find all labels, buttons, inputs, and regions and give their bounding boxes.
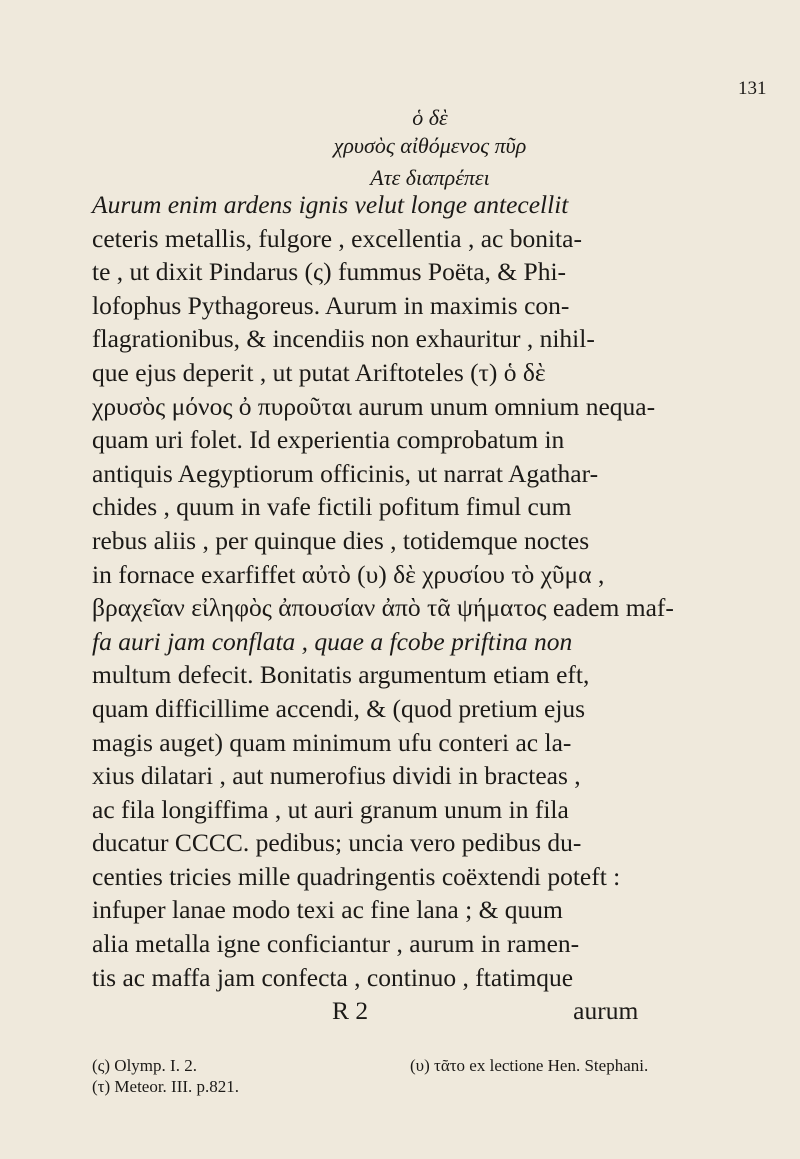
text-line: multum defecit. Bonitatis argumentum etiam eft,	[92, 660, 590, 690]
text-line: que ejus deperit , ut putat Ariftoteles (τ) ὁ δὲ	[92, 357, 546, 387]
text-line: alia metalla igne conficiantur , aurum in ramen-	[92, 929, 580, 959]
catchline	[92, 994, 732, 1028]
text-line: Aurum enim ardens ignis velut longe antecellit	[92, 190, 569, 219]
text-line: βραχεῖαν εἰληφὸς ἀπουσίαν ἀπὸ τᾶ ψήματος eadem maf-	[92, 593, 674, 623]
footnote-s: (ς) Olymp. I. 2.	[92, 1056, 197, 1075]
footnotes-left	[92, 1055, 392, 1097]
signature-mark: R 2	[332, 996, 369, 1026]
text-line: magis auget) quam minimum ufu conteri ac la-	[92, 727, 572, 757]
greek-epigraph-line-3: Ατε διαπρέπει	[370, 165, 490, 190]
catchword: aurum	[573, 996, 639, 1026]
text-line: quam uri folet. Id experientia comprobatum in	[92, 425, 565, 455]
text-line: antiquis Aegyptiorum officinis, ut narrat Agathar-	[92, 458, 599, 488]
text-line: chides , quum in vafe fictili pofitum fimul cum	[92, 492, 572, 522]
footnote-t: (τ) Meteor. III. p.821.	[92, 1077, 240, 1096]
text-line: lofophus Pythagoreus. Aurum in maximis con-	[92, 290, 570, 320]
text-line: fa auri jam conflata , quae a fcobe priftina non	[92, 626, 573, 656]
greek-epigraph-line-2: χρυσὸς αἰθόμενος πῦρ	[333, 133, 527, 158]
text-line: centies tricies mille quadringentis coëxtendi poteft :	[92, 861, 621, 891]
text-line: ceteris metallis, fulgore , excellentia , ac bonita-	[92, 223, 582, 253]
text-line: te , ut dixit Pindarus (ς) fummus Poëta, & Phi-	[92, 257, 567, 287]
text-line: xius dilatari , aut numerofius dividi in bracteas ,	[92, 761, 581, 791]
page-number: 131	[738, 78, 767, 99]
text-line: ducatur CCCC. pedibus; uncia vero pedibus du-	[92, 828, 582, 858]
text-line: in fornace exarfiffet αὐτὸ (υ) δὲ χρυσίου τὸ χῦμα ,	[92, 559, 605, 589]
text-line: flagrationibus, & incendiis non exhauritur , nihil-	[92, 324, 595, 354]
text-line: infuper lanae modo texi ac fine lana ; & quum	[92, 895, 563, 925]
text-line: ac fila longiffima , ut auri granum unum in fila	[92, 794, 569, 824]
footnote-u: (υ) τᾶτο ex lectione Hen. Stephani.	[410, 1056, 649, 1075]
text-line: quam difficillime accendi, & (quod pretium ejus	[92, 693, 586, 723]
greek-epigraph-line-1: ὁ δὲ	[412, 105, 448, 130]
text-line: rebus aliis , per quinque dies , totidemque noctes	[92, 525, 590, 555]
text-line: χρυσὸς μόνος ὀ πυροῦται aurum unum omnium nequa-	[92, 391, 656, 421]
text-line: tis ac maffa jam confecta , continuo , ftatimque	[92, 962, 574, 992]
body-text	[92, 188, 732, 1028]
